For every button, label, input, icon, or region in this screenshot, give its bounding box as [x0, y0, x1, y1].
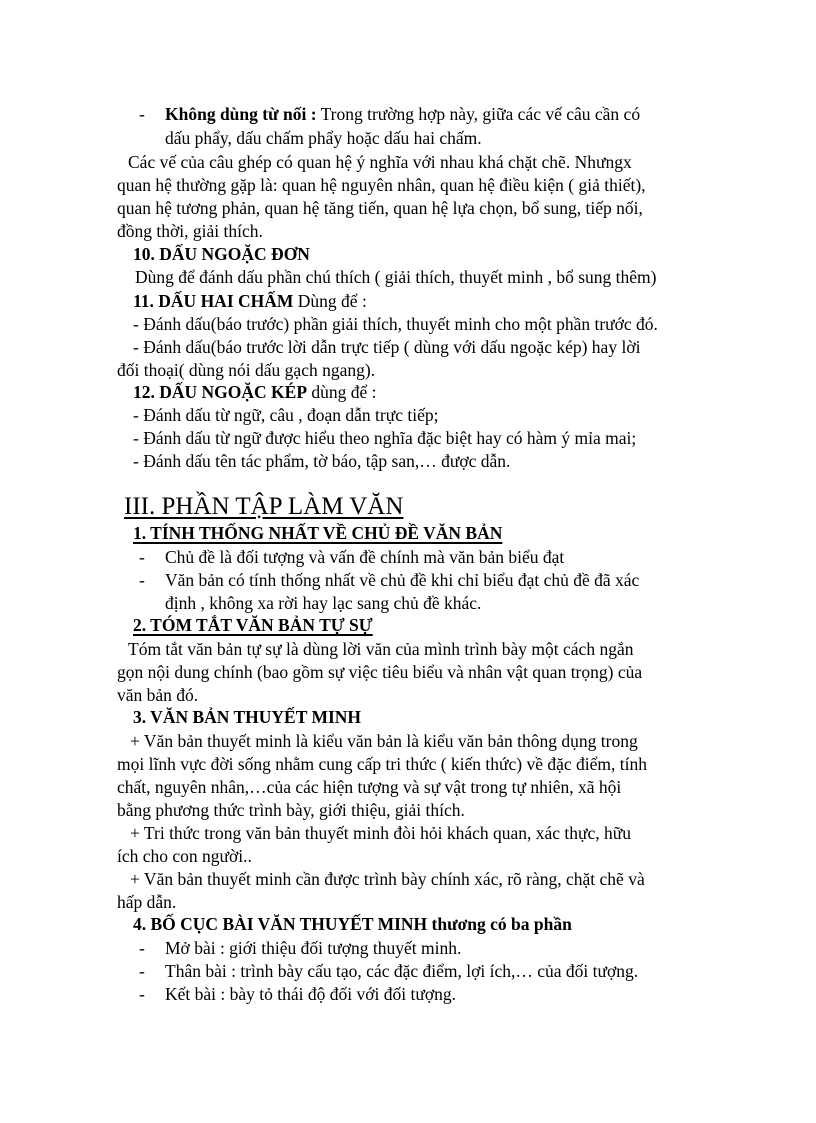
list-item: - Đánh dấu(báo trước) phần giải thích, thuyết minh cho một phần trước đó. — [133, 314, 658, 334]
bullet-dash: - — [139, 547, 145, 567]
term-label: Không dùng từ nối : — [165, 104, 317, 124]
paragraph-line: gọn nội dung chính (bao gồm sự việc tiêu biểu và nhân vật quan trọng) của — [117, 662, 643, 682]
paragraph-line: Dùng để đánh dấu phần chú thích ( giải thích, thuyết minh , bổ sung thêm) — [135, 267, 657, 287]
paragraph-line: đồng thời, giải thích. — [117, 221, 263, 241]
paragraph-line: + Văn bản thuyết minh là kiểu văn bản là kiểu văn bản thông dụng trong — [130, 731, 638, 751]
subsection-heading-3: 3. VĂN BẢN THUYẾT MINH — [133, 707, 362, 727]
list-item: Kết bài : bày tỏ thái độ đối với đối tượng. — [165, 984, 456, 1004]
list-item: Chủ đề là đối tượng và vấn đề chính mà văn bản biểu đạt — [165, 547, 565, 567]
list-item-cont: định , không xa rời hay lạc sang chủ đề khác. — [165, 593, 482, 613]
bullet-dash: - — [139, 570, 145, 590]
subsection-heading-1: 1. TÍNH THỐNG NHẤT VỀ CHỦ ĐỀ VĂN BẢN — [133, 523, 503, 543]
paragraph-line: hấp dẫn. — [117, 892, 177, 912]
paragraph-line: mọi lĩnh vực đời sống nhằm cung cấp tri thức ( kiến thức) về đặc điểm, tính — [117, 754, 648, 774]
paragraph-line: chất, nguyên nhân,…của các hiện tượng và sự vật trong tự nhiên, xã hội — [117, 777, 622, 797]
bullet-dash: - — [139, 984, 145, 1004]
subsection-heading-2: 2. TÓM TẮT VĂN BẢN TỰ SỰ — [133, 615, 373, 635]
part-title: III. PHẦN TẬP LÀM VĂN — [124, 493, 404, 520]
heading-suffix: Dùng để : — [293, 291, 367, 311]
paragraph-line: quan hệ thường gặp là: quan hệ nguyên nhân, quan hệ điều kiện ( giả thiết), — [117, 175, 646, 195]
subsection-heading-4: 4. BỐ CỤC BÀI VĂN THUYẾT MINH thương có ba phần — [133, 914, 572, 934]
bullet-dash: - — [139, 938, 145, 958]
list-item: - Đánh dấu tên tác phẩm, tờ báo, tập san,… được dẫn. — [133, 451, 511, 471]
paragraph-line: Các vế của câu ghép có quan hệ ý nghĩa với nhau khá chặt chẽ. Nhưngx — [128, 152, 632, 172]
paragraph-line: văn bản đó. — [117, 685, 199, 705]
heading-suffix: dùng để : — [307, 382, 377, 402]
list-item: - Đánh dấu từ ngữ được hiểu theo nghĩa đặc biệt hay có hàm ý mỉa mai; — [133, 428, 637, 448]
term-text: Trong trường hợp này, giữa các vế câu cần có — [316, 104, 641, 124]
list-item: Mở bài : giới thiệu đối tượng thuyết minh. — [165, 938, 462, 958]
heading-label: 11. DẤU HAI CHẤM — [133, 291, 294, 311]
list-item: Thân bài : trình bày cấu tạo, các đặc điểm, lợi ích,… của đối tượng. — [165, 961, 639, 981]
bullet-line — [165, 103, 640, 126]
paragraph-line: + Tri thức trong văn bản thuyết minh đòi hỏi khách quan, xác thực, hữu — [130, 823, 632, 843]
section-heading-12 — [133, 381, 377, 404]
paragraph-line: ích cho con người.. — [117, 846, 252, 866]
section-heading-11 — [133, 290, 367, 313]
section-heading-10: 10. DẤU NGOẶC ĐƠN — [133, 244, 310, 264]
list-item: Văn bản có tính thống nhất về chủ đề khi chỉ biểu đạt chủ đề đã xác — [165, 570, 640, 590]
bullet-dash: - — [139, 961, 145, 981]
paragraph-line: + Văn bản thuyết minh cần được trình bày chính xác, rõ ràng, chặt chẽ và — [130, 869, 645, 889]
list-item: - Đánh dấu(báo trước lời dẫn trực tiếp ( dùng với dấu ngoặc kép) hay lời — [133, 337, 641, 357]
paragraph-line: bằng phương thức trình bày, giới thiệu, giải thích. — [117, 800, 465, 820]
bullet-dash: - — [139, 104, 145, 124]
paragraph-line: quan hệ tương phản, quan hệ tăng tiến, quan hệ lựa chọn, bổ sung, tiếp nối, — [117, 198, 643, 218]
heading-label: 12. DẤU NGOẶC KÉP — [133, 382, 308, 402]
list-item-cont: đối thoại( dùng nói dấu gạch ngang). — [117, 360, 376, 380]
list-item: - Đánh dấu từ ngữ, câu , đoạn dẫn trực tiếp; — [133, 405, 439, 425]
paragraph-line: Tóm tắt văn bản tự sự là dùng lời văn của mình trình bày một cách ngắn — [128, 639, 634, 659]
bullet-line-cont: dấu phẩy, dấu chấm phẩy hoặc dấu hai chấm. — [165, 128, 482, 148]
